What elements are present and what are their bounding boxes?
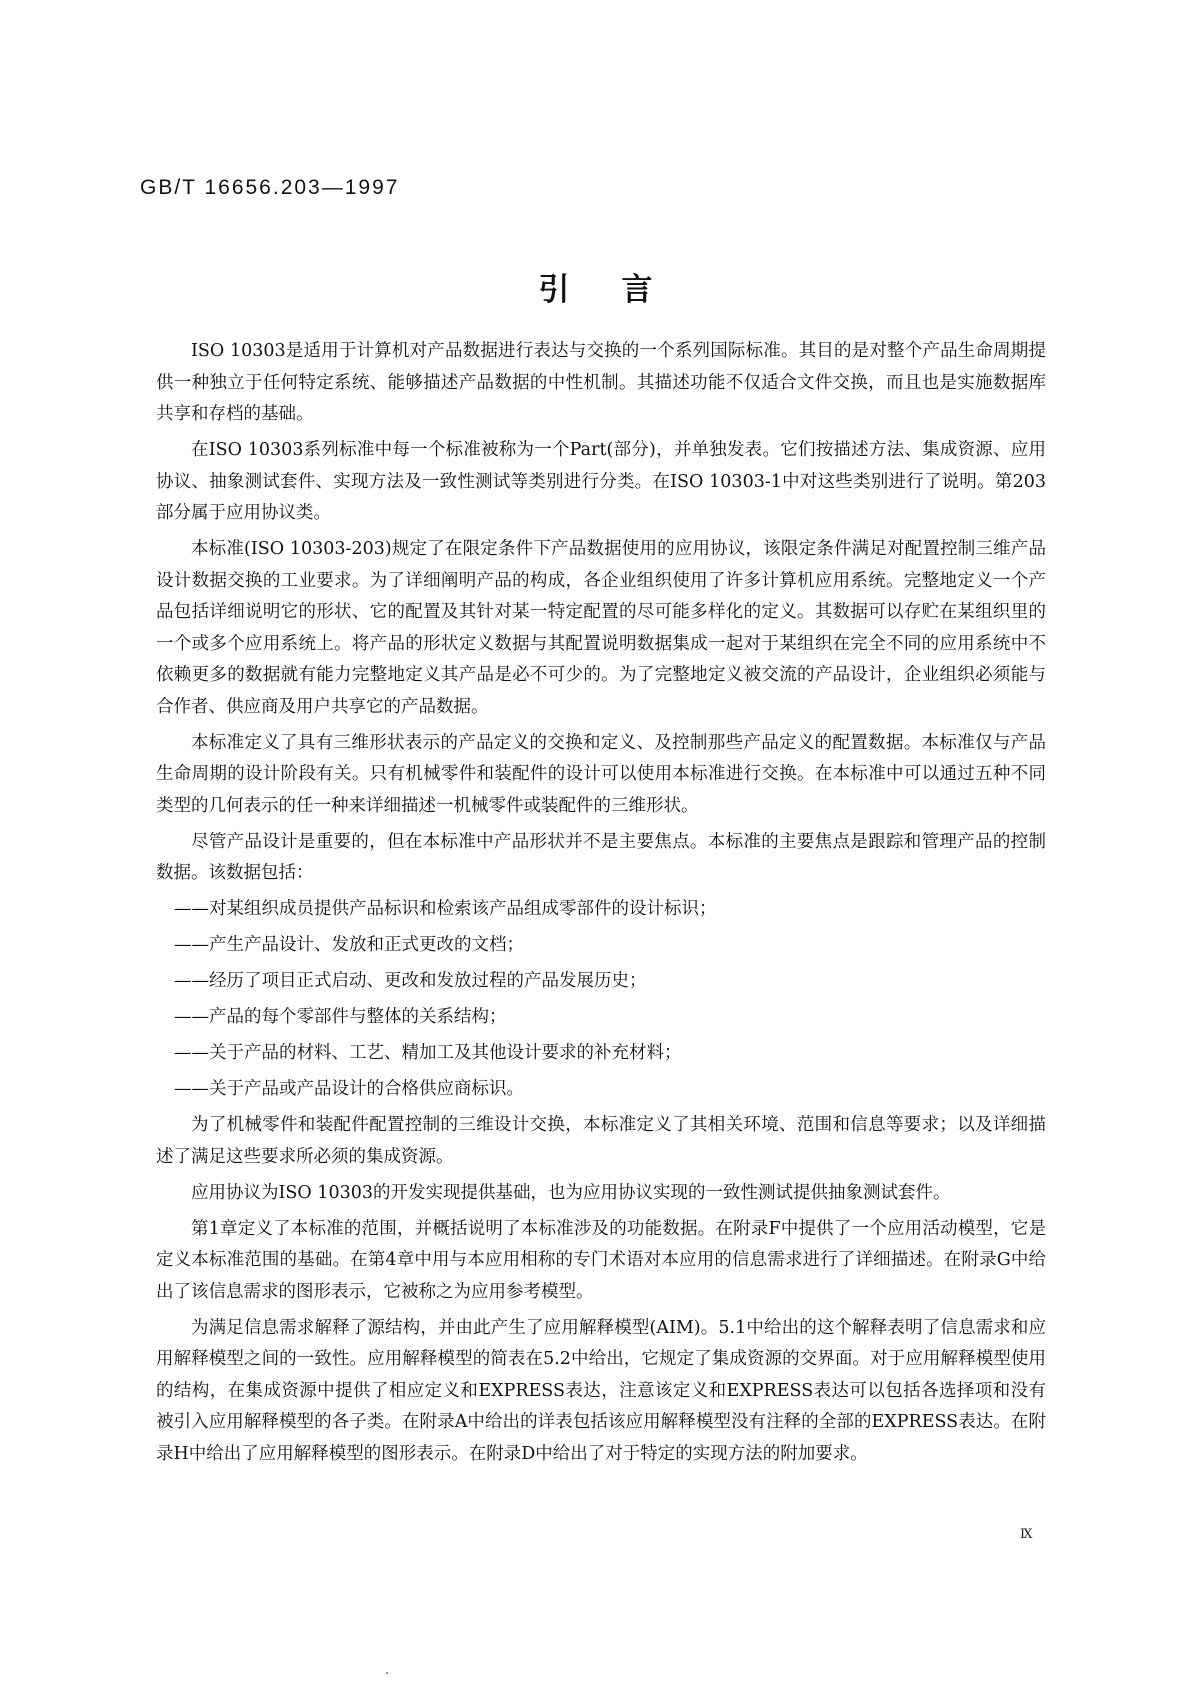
paragraph: 为满足信息需求解释了源结构，并由此产生了应用解释模型(AIM)。5.1中给出的这个解释表明了信息需求和应用解释模型之间的一致性。应用解释模型的简表在5.2中给出，它规定了集成资源的交界面。对于应用解释模型使用的结构，在集成资源中提供了相应定义和EXPRESS表达，注意该定义和EXPRESS表达可以包括各选择项和没有被引入应用解释模型的各子类。在附录A中给出的详表包括该应用解释模型没有注释的全部的EXPRESS表达。在附录H中给出了应用解释模型的图形表示。在附录D中给出了对于特定的实现方法的附加要求。 [156, 1317, 1046, 1464]
paragraph: 本标准定义了具有三维形状表示的产品定义的交换和定义、及控制那些产品定义的配置数据。本标准仅与产品生命周期的设计阶段有关。只有机械零件和装配件的设计可以使用本标准进行交换。在本标准中可以通过五种不同类型的几何表示的任一种来详细描述一机械零件或装配件的三维形状。 [156, 732, 1046, 816]
paragraph: 应用协议为ISO 10303的开发实现提供基础，也为应用协议实现的一致性测试提供抽象测试套件。 [191, 1182, 951, 1203]
paragraph: 第1章定义了本标准的范围，并概括说明了本标准涉及的功能数据。在附录F中提供了一个应用活动模型，它是定义本标准范围的基础。在第4章中用与本应用相称的专门术语对本应用的信息需求进行了详细描述。在附录G中给出了该信息需求的图形表示，它被称之为应用参考模型。 [156, 1218, 1046, 1302]
paragraph: ISO 10303是适用于计算机对产品数据进行表达与交换的一个系列国际标准。其目的是对整个产品生命周期提供一种独立于任何特定系统、能够描述产品数据的中性机制。其描述功能不仅适合文件交换，而且也是实施数据库共享和存档的基础。 [156, 341, 1046, 424]
list-item: ——经历了项目正式启动、更改和发放过程的产品发展历史； [174, 971, 647, 991]
paragraph: 为了机械零件和装配件配置控制的三维设计交换，本标准定义了其相关环境、范围和信息等要求；以及详细描述了满足这些要求所必须的集成资源。 [156, 1115, 1046, 1167]
paragraph: 在ISO 10303系列标准中每一个标准被称为一个Part(部分)，并单独发表。它们按描述方法、集成资源、应用协议、抽象测试套件、实现方法及一致性测试等类别进行分类。在ISO 10303-1中对这些类别进行了说明。第203部分属于应用协议类。 [156, 440, 1046, 523]
paragraph: 本标准(ISO 10303-203)规定了在限定条件下产品数据使用的应用协议，该限定条件满足对配置控制三维产品设计数据交换的工业要求。为了详细阐明产品的构成，各企业组织使用了许多计算机应用系统。完整地定义一个产品包括详细说明它的形状、它的配置及其针对某一特定配置的尽可能多样化的定义。其数据可以存贮在某组织里的一个或多个应用系统上。将产品的形状定义数据与其配置说明数据集成一起对于某组织在完全不同的应用系统中不依赖更多的数据就有能力完整地定义其产品是必不可少的。为了完整地定义被交流的产品设计，企业组织必须能与合作者、供应商及用户共享它的产品数据。 [156, 539, 1046, 717]
list-item: ——关于产品的材料、工艺、精加工及其他设计要求的补充材料； [174, 1043, 682, 1063]
paragraph: 尽管产品设计是重要的，但在本标准中产品形状并不是主要焦点。本标准的主要焦点是跟踪和管理产品的控制数据。该数据包括： [156, 831, 1046, 883]
page-number: Ⅸ [1020, 1527, 1033, 1542]
list-item: ——产生产品设计、发放和正式更改的文档； [174, 935, 524, 955]
document-body [156, 336, 1046, 1475]
list-item: ——关于产品或产品设计的合格供应商标识。 [174, 1079, 524, 1099]
list-item: ——对某组织成员提供产品标识和检索该产品组成零部件的设计标识； [174, 899, 717, 919]
standard-code-header: GB/T 16656.203—1997 [140, 176, 400, 199]
list-item: ——产品的每个零部件与整体的关系结构； [174, 1007, 507, 1027]
page-title: 引言 [538, 272, 705, 308]
scan-artifact [386, 1672, 388, 1674]
